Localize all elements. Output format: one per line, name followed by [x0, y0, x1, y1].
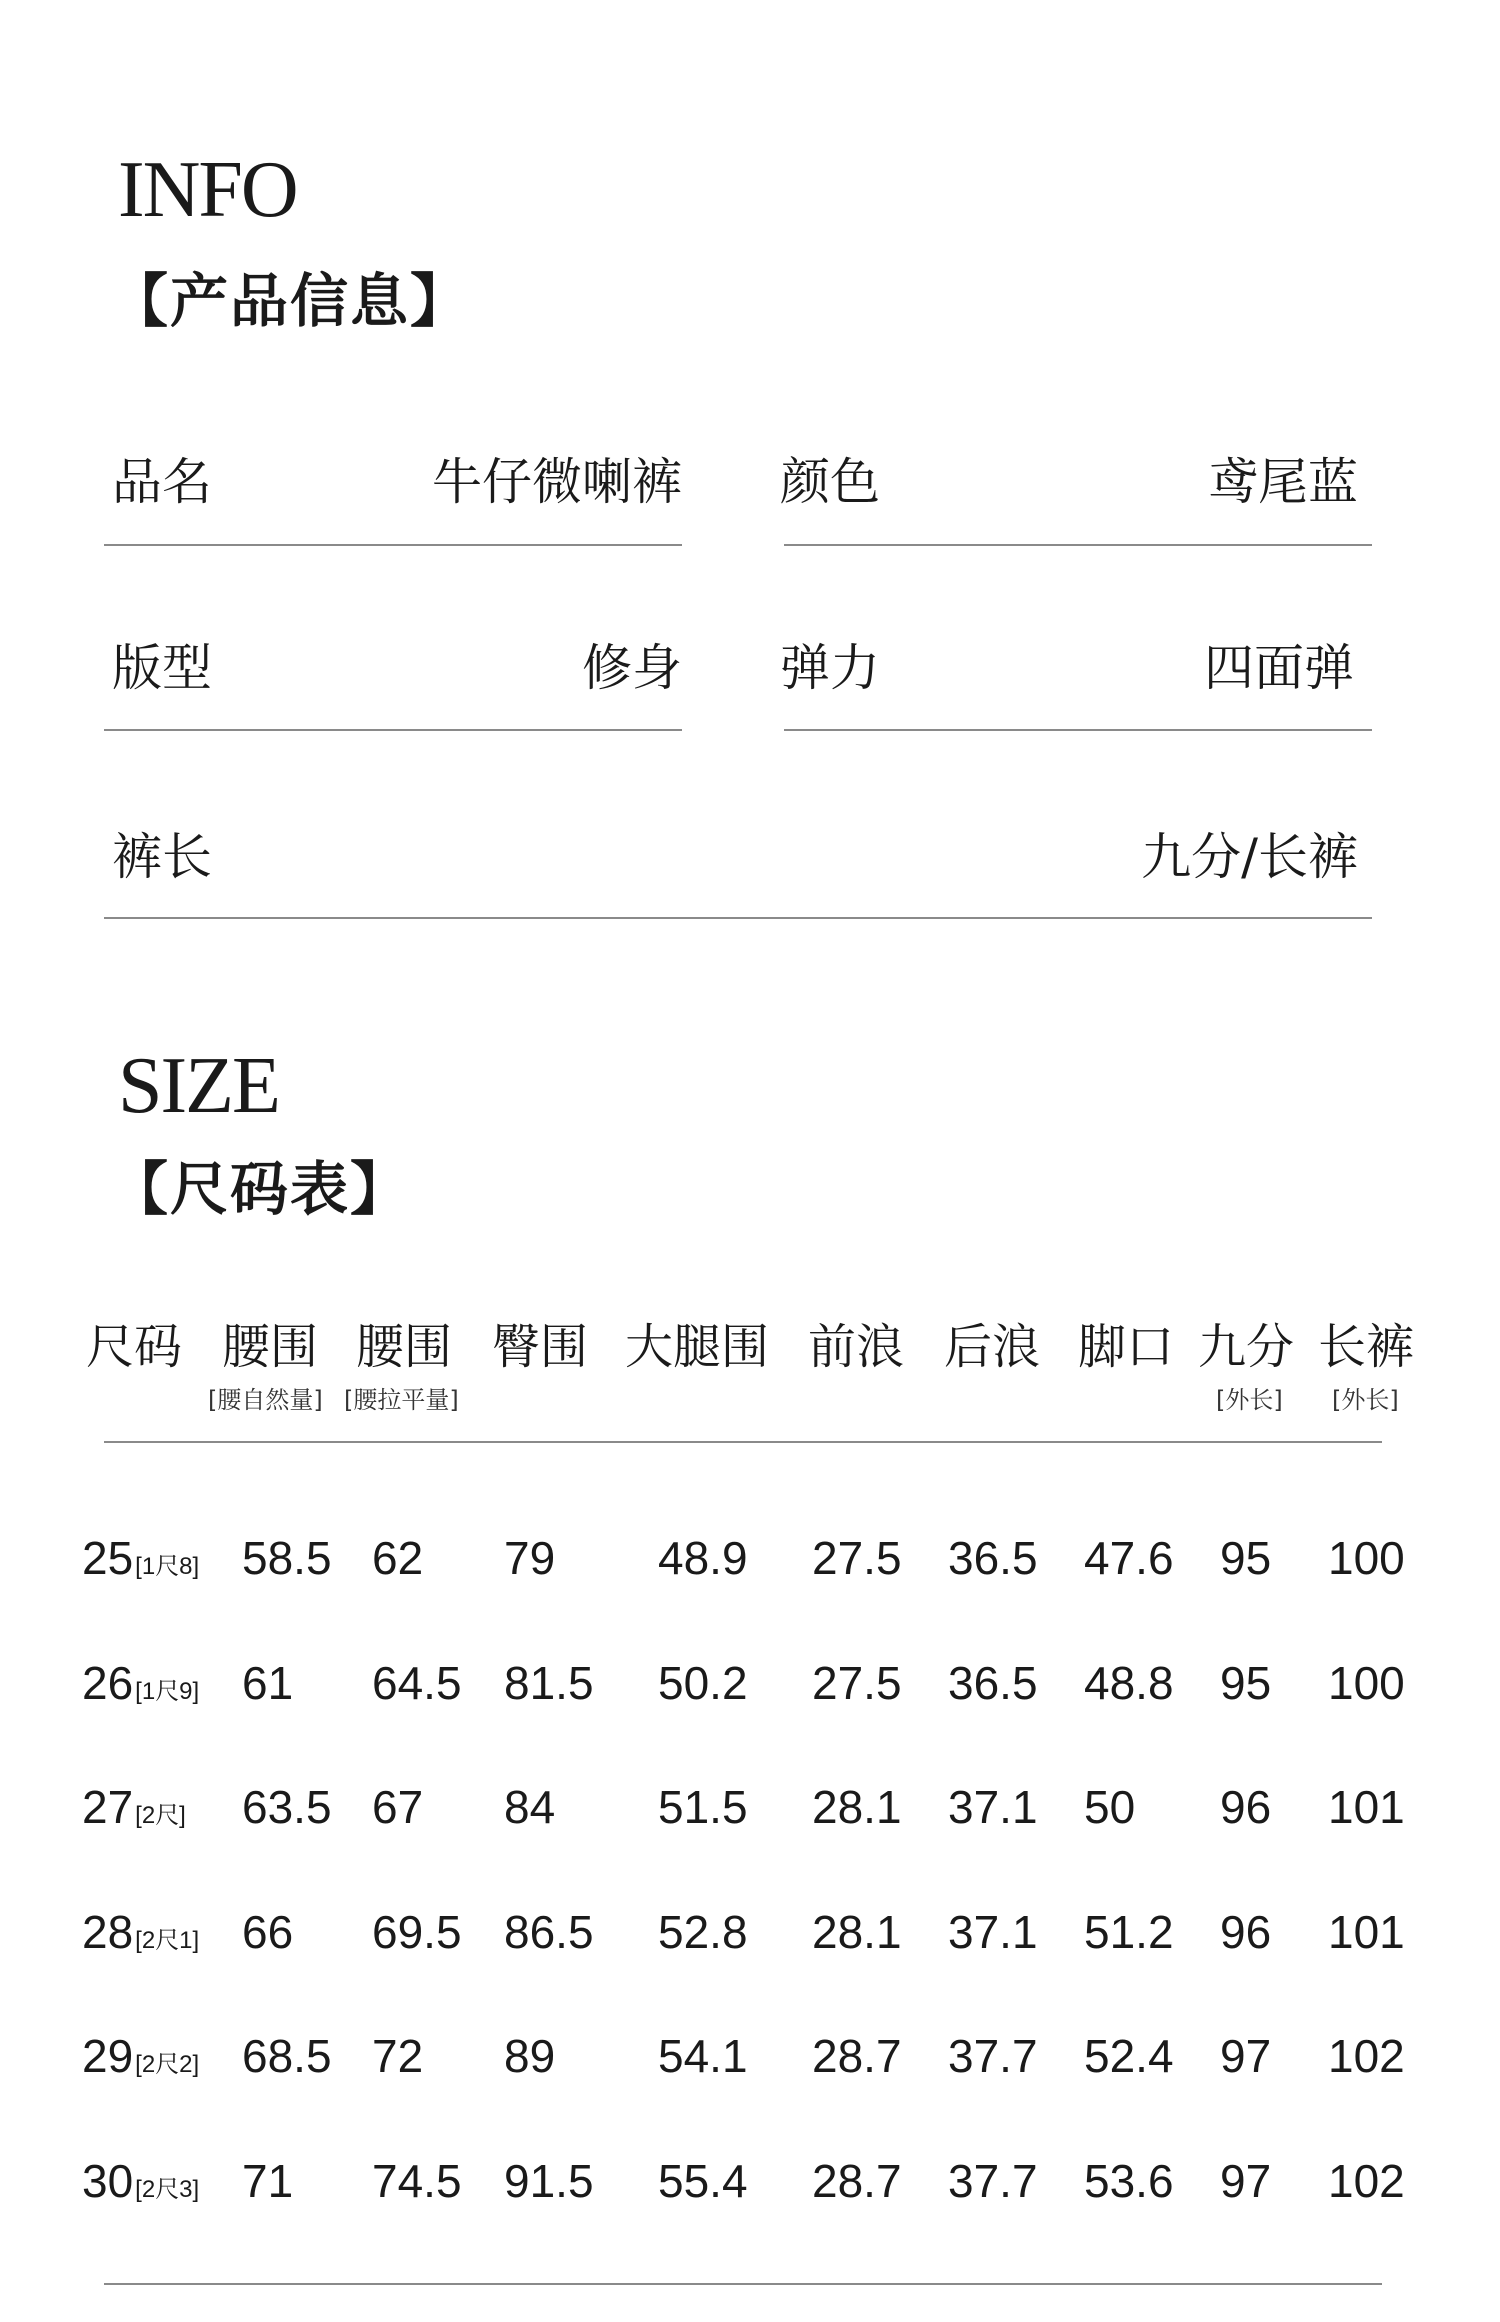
cell-thigh: 52.8 — [658, 1906, 748, 1958]
cell-full-length: 100 — [1328, 1532, 1405, 1584]
cell-leg-opening: 51.2 — [1084, 1906, 1174, 1958]
size-header-leg-opening: 脚口 — [1078, 1319, 1175, 1375]
size-chi-equivalent: [2尺] — [135, 1802, 186, 1829]
cell-front-rise: 28.1 — [812, 1906, 902, 1958]
cell-back-rise: 36.5 — [948, 1657, 1038, 1709]
info-divider — [104, 544, 682, 546]
cell-leg-opening: 47.6 — [1084, 1532, 1174, 1584]
size-header-size: 尺码 — [86, 1319, 183, 1375]
cell-waist-natural: 71 — [242, 2155, 294, 2207]
size-chi-equivalent: [2尺3] — [135, 2176, 200, 2203]
info-value-color: 鸢尾蓝 — [1208, 453, 1358, 511]
size-header-ankle-length-sub: [外长] — [1216, 1386, 1283, 1414]
cell-waist-natural: 58.5 — [242, 1532, 332, 1584]
cell-full-length: 102 — [1328, 2030, 1405, 2082]
cell-hip: 81.5 — [504, 1657, 594, 1709]
cell-ankle-length: 97 — [1220, 2030, 1272, 2082]
size-header-thigh: 大腿围 — [625, 1319, 770, 1375]
size-cell — [82, 1906, 200, 1958]
size-number: 27 — [82, 1781, 134, 1833]
info-divider — [784, 544, 1372, 546]
cell-waist-natural: 63.5 — [242, 1781, 332, 1833]
size-header-divider — [104, 1441, 1382, 1443]
info-value-length: 九分/长裤 — [1141, 828, 1358, 886]
cell-thigh: 51.5 — [658, 1781, 748, 1833]
cell-hip: 89 — [504, 2030, 556, 2082]
size-number: 26 — [82, 1657, 134, 1709]
info-label-name: 品名 — [112, 453, 212, 511]
size-header-front-rise: 前浪 — [808, 1319, 905, 1375]
info-divider — [104, 917, 1372, 919]
info-value-fit: 修身 — [582, 639, 682, 697]
size-header-waist-stretched-sub: [腰拉平量] — [344, 1386, 459, 1414]
size-cell — [82, 2030, 200, 2082]
cell-thigh: 48.9 — [658, 1532, 748, 1584]
info-chinese-title: 【产品信息】 — [110, 267, 471, 335]
cell-back-rise: 37.1 — [948, 1781, 1038, 1833]
cell-ankle-length: 97 — [1220, 2155, 1272, 2207]
cell-leg-opening: 53.6 — [1084, 2155, 1174, 2207]
cell-full-length: 101 — [1328, 1781, 1405, 1833]
size-cell — [82, 1781, 186, 1833]
size-chi-equivalent: [1尺9] — [135, 1678, 200, 1705]
cell-waist-natural: 61 — [242, 1657, 294, 1709]
info-label-stretch: 弹力 — [780, 639, 880, 697]
info-value-stretch: 四面弹 — [1204, 639, 1354, 697]
size-chi-equivalent: [2尺2] — [135, 2051, 200, 2078]
cell-thigh: 54.1 — [658, 2030, 748, 2082]
cell-hip: 84 — [504, 1781, 556, 1833]
cell-waist-stretched: 69.5 — [372, 1906, 462, 1958]
size-cell — [82, 2155, 200, 2207]
cell-ankle-length: 95 — [1220, 1657, 1272, 1709]
cell-full-length: 101 — [1328, 1906, 1405, 1958]
info-divider — [104, 729, 682, 731]
info-label-color: 颜色 — [780, 453, 880, 511]
cell-leg-opening: 52.4 — [1084, 2030, 1174, 2082]
cell-full-length: 102 — [1328, 2155, 1405, 2207]
size-cell — [82, 1657, 200, 1709]
cell-back-rise: 36.5 — [948, 1532, 1038, 1584]
size-number: 30 — [82, 2155, 134, 2207]
size-header-hip: 臀围 — [492, 1319, 589, 1375]
cell-back-rise: 37.1 — [948, 1906, 1038, 1958]
cell-ankle-length: 96 — [1220, 1906, 1272, 1958]
size-header-full-length-sub: [外长] — [1332, 1386, 1399, 1414]
size-english-title: SIZE — [118, 1042, 279, 1130]
size-chi-equivalent: [1尺8] — [135, 1553, 200, 1580]
cell-waist-stretched: 74.5 — [372, 2155, 462, 2207]
size-cell — [82, 1532, 200, 1584]
cell-hip: 86.5 — [504, 1906, 594, 1958]
size-header-waist-natural: 腰围 — [222, 1319, 319, 1375]
info-value-name: 牛仔微喇裤 — [432, 453, 682, 511]
size-table-bottom-divider — [104, 2283, 1382, 2285]
cell-thigh: 50.2 — [658, 1657, 748, 1709]
cell-ankle-length: 96 — [1220, 1781, 1272, 1833]
cell-front-rise: 28.7 — [812, 2030, 902, 2082]
cell-waist-stretched: 67 — [372, 1781, 424, 1833]
cell-leg-opening: 50 — [1084, 1781, 1136, 1833]
size-number: 28 — [82, 1906, 134, 1958]
cell-front-rise: 27.5 — [812, 1532, 902, 1584]
size-number: 29 — [82, 2030, 134, 2082]
cell-front-rise: 27.5 — [812, 1657, 902, 1709]
info-english-title: INFO — [118, 146, 297, 234]
cell-waist-stretched: 72 — [372, 2030, 424, 2082]
size-header-waist-natural-sub: [腰自然量] — [208, 1386, 323, 1414]
cell-thigh: 55.4 — [658, 2155, 748, 2207]
cell-full-length: 100 — [1328, 1657, 1405, 1709]
cell-leg-opening: 48.8 — [1084, 1657, 1174, 1709]
size-chinese-title: 【尺码表】 — [110, 1155, 411, 1223]
cell-waist-stretched: 64.5 — [372, 1657, 462, 1709]
size-header-ankle-length: 九分 — [1198, 1319, 1295, 1375]
cell-hip: 91.5 — [504, 2155, 594, 2207]
cell-front-rise: 28.7 — [812, 2155, 902, 2207]
info-divider — [784, 729, 1372, 731]
cell-ankle-length: 95 — [1220, 1532, 1272, 1584]
size-header-back-rise: 后浪 — [944, 1319, 1041, 1375]
info-label-length: 裤长 — [112, 828, 212, 886]
cell-waist-natural: 68.5 — [242, 2030, 332, 2082]
cell-back-rise: 37.7 — [948, 2030, 1038, 2082]
size-header-full-length: 长裤 — [1318, 1319, 1415, 1375]
size-header-waist-stretched: 腰围 — [356, 1319, 453, 1375]
size-chi-equivalent: [2尺1] — [135, 1927, 200, 1954]
info-label-fit: 版型 — [112, 639, 212, 697]
cell-waist-natural: 66 — [242, 1906, 294, 1958]
cell-hip: 79 — [504, 1532, 556, 1584]
cell-back-rise: 37.7 — [948, 2155, 1038, 2207]
cell-waist-stretched: 62 — [372, 1532, 424, 1584]
cell-front-rise: 28.1 — [812, 1781, 902, 1833]
size-number: 25 — [82, 1532, 134, 1584]
